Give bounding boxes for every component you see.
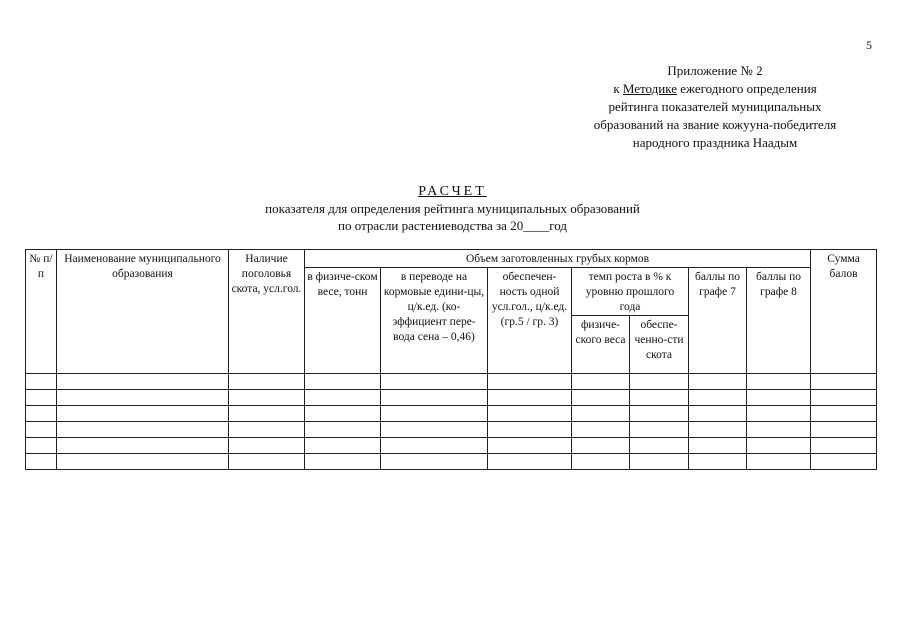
header-feed-group: Объем заготовленных грубых кормов	[305, 250, 811, 268]
header-provision: обеспечен-ность одной усл.гол., ц/к.ед. (гр.5 / гр. 3)	[488, 268, 572, 374]
title-line-3: по отрасли растениеводства за 20____год	[338, 218, 567, 233]
document-title	[200, 183, 705, 234]
title-main: РАСЧЕТ	[418, 184, 487, 199]
header-growth: темп роста в % к уровню прошлого года	[572, 268, 689, 316]
table-row	[26, 406, 877, 422]
appendix-line-2-suffix: ежегодного определения	[677, 81, 817, 96]
header-growth-provision: обеспе-ченно-сти скота	[630, 316, 689, 374]
header-sum: Сумма балов	[811, 250, 877, 374]
table-row	[26, 422, 877, 438]
table-row	[26, 374, 877, 390]
appendix-line-5: народного праздника Наадым	[632, 135, 798, 150]
header-num: № п/п	[26, 250, 57, 374]
header-name: Наименование муниципального образования	[57, 250, 229, 374]
appendix-line-4: образований на звание кожууна-победителя	[593, 117, 837, 132]
header-feed-units: в переводе на кормовые едини-цы, ц/к.ед. (ко-эффициент пере-вода сена – 0,46)	[381, 268, 488, 374]
header-livestock: Наличие поголовья скота, усл.гол.	[229, 250, 305, 374]
appendix-header	[560, 62, 870, 152]
table-row	[26, 438, 877, 454]
appendix-line-2	[560, 80, 870, 98]
header-growth-physical: физиче-ского веса	[572, 316, 630, 374]
page-number: 5	[866, 38, 872, 52]
methodology-link[interactable]: Методике	[622, 81, 678, 96]
appendix-line-1: Приложение № 2	[667, 63, 763, 78]
header-points-8: баллы по графе 8	[747, 268, 811, 374]
header-physical: в физиче-ском весе, тонн	[305, 268, 381, 374]
appendix-line-3: рейтинга показателей муниципальных	[608, 99, 822, 114]
table-row	[26, 390, 877, 406]
rating-table	[25, 249, 877, 470]
appendix-line-2-prefix: к	[613, 81, 623, 96]
title-line-2: показателя для определения рейтинга муниципальных образований	[265, 201, 640, 216]
header-points-7: баллы по графе 7	[689, 268, 747, 374]
table-row	[26, 454, 877, 470]
